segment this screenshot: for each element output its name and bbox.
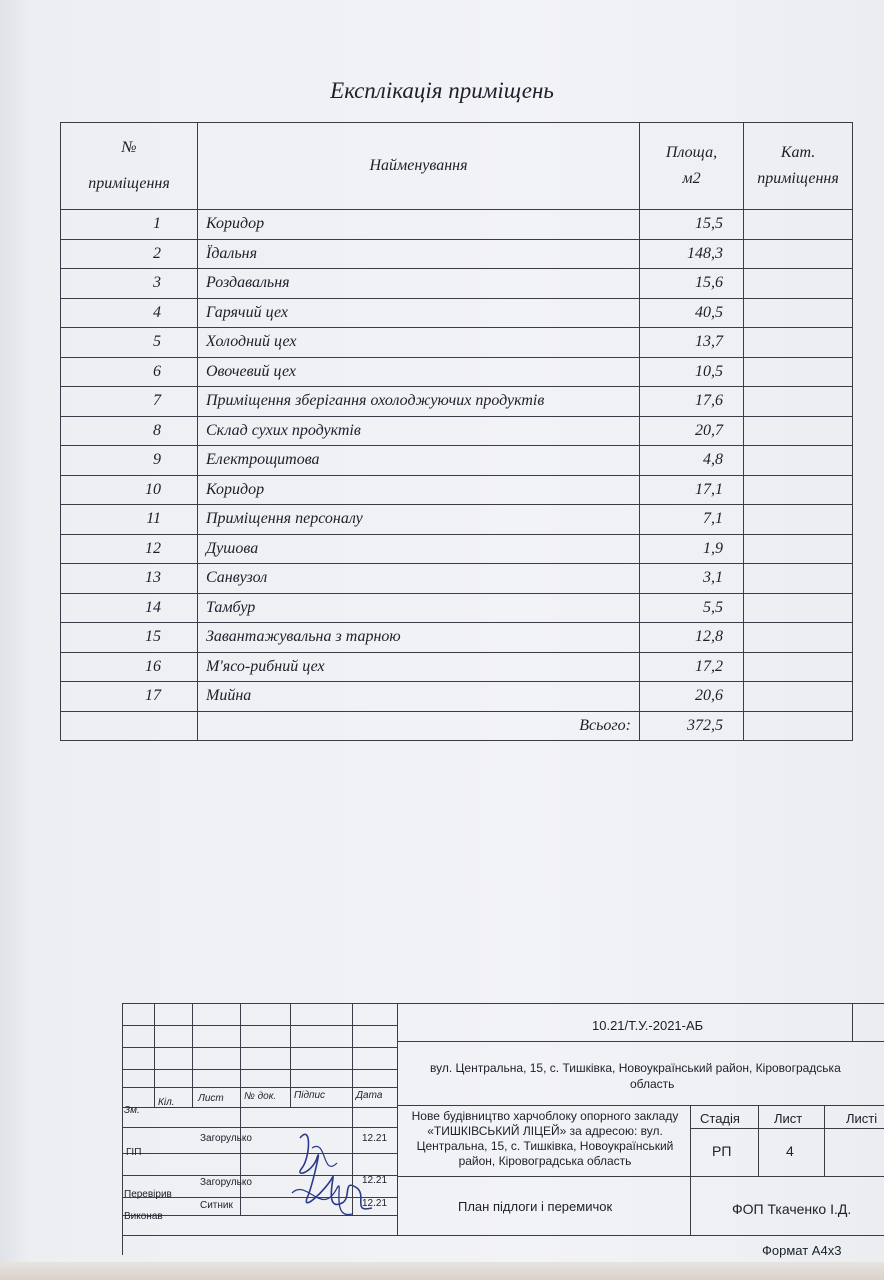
room-name-cell: Склад сухих продуктів — [198, 416, 640, 446]
room-name-cell: Роздавальня — [198, 269, 640, 299]
room-area-cell: 20,7 — [640, 416, 744, 446]
room-category-cell — [744, 357, 853, 387]
room-name-cell: Холодний цех — [198, 328, 640, 358]
room-category-cell — [744, 416, 853, 446]
room-category-cell — [744, 564, 853, 594]
room-name-cell: Їдальня — [198, 239, 640, 269]
room-name-cell: Приміщення зберігання охолоджуючих продуктів — [198, 387, 640, 417]
table-row — [61, 652, 853, 682]
room-category-cell — [744, 682, 853, 712]
header-area — [640, 123, 744, 210]
room-name-cell: Завантажувальна з тарною — [198, 623, 640, 653]
table-row — [61, 416, 853, 446]
table-row — [61, 387, 853, 417]
room-number-cell: 13 — [61, 564, 198, 594]
table-row — [61, 534, 853, 564]
room-category-cell — [744, 387, 853, 417]
room-category-cell — [744, 534, 853, 564]
role-gip: ГІП — [126, 1147, 142, 1158]
room-name-cell: Овочевий цех — [198, 357, 640, 387]
room-name-cell: Тамбур — [198, 593, 640, 623]
date-pereviryv: 12.21 — [362, 1175, 388, 1186]
header-room-number — [61, 123, 198, 210]
project-line1: Нове будівництво харчоблоку опорного закладу — [411, 1109, 679, 1123]
col-ndok: № док. — [244, 1091, 277, 1102]
room-area-cell: 148,3 — [640, 239, 744, 269]
room-number-cell: 3 — [61, 269, 198, 299]
project-line4: район, Кіровоградська область — [458, 1154, 632, 1168]
project-line3: Центральна, 15, с. Тишківка, Новоукраїнський — [416, 1139, 674, 1153]
room-category-cell — [744, 298, 853, 328]
room-area-cell: 5,5 — [640, 593, 744, 623]
header-num-label: приміщення — [88, 175, 170, 192]
room-area-cell: 1,9 — [640, 534, 744, 564]
room-category-cell — [744, 269, 853, 299]
table-row — [61, 210, 853, 240]
table-row — [61, 239, 853, 269]
header-cat-label: Кат. — [780, 144, 816, 161]
stage-label: Стадія — [700, 1111, 740, 1126]
header-category — [744, 123, 853, 210]
room-area-cell: 17,6 — [640, 387, 744, 417]
title-block — [122, 1003, 884, 1255]
col-pidpys: Підпис — [294, 1090, 326, 1101]
stage-value: РП — [712, 1143, 732, 1159]
room-name-cell: Приміщення персоналу — [198, 505, 640, 535]
room-name-cell: Коридор — [198, 475, 640, 505]
room-name-cell: Душова — [198, 534, 640, 564]
room-area-cell: 15,6 — [640, 269, 744, 299]
name-pereviryv: Загорулько — [200, 1177, 252, 1188]
col-data: Дата — [356, 1090, 383, 1101]
page-shadow — [0, 0, 30, 1280]
room-area-cell: 12,8 — [640, 623, 744, 653]
total-label: Всього: — [198, 711, 640, 741]
room-number-cell: 1 — [61, 210, 198, 240]
room-number-cell: 5 — [61, 328, 198, 358]
sheet-label: Лист — [774, 1111, 803, 1126]
room-number-cell: 14 — [61, 593, 198, 623]
table-row — [61, 682, 853, 712]
col-kil: Кіл. — [158, 1097, 175, 1108]
header-area-unit: м2 — [682, 170, 701, 187]
table-row — [61, 357, 853, 387]
header-area-label: Площа, — [665, 144, 718, 161]
room-name-cell: Коридор — [198, 210, 640, 240]
room-area-cell: 17,1 — [640, 475, 744, 505]
table-row — [61, 298, 853, 328]
document-title: Експлікація приміщень — [330, 78, 554, 103]
room-number-cell: 17 — [61, 682, 198, 712]
room-number-cell: 2 — [61, 239, 198, 269]
room-area-cell: 40,5 — [640, 298, 744, 328]
project-line2: «ТИШКІВСЬКИЙ ЛІЦЕЙ» за адресою: вул. — [427, 1124, 663, 1138]
name-vykonav: Ситник — [200, 1200, 233, 1211]
col-lyst: Лист — [198, 1093, 224, 1104]
drawing-title: План підлоги і перемичок — [458, 1199, 613, 1214]
desk-edge — [0, 1262, 884, 1280]
room-category-cell — [744, 593, 853, 623]
room-category-cell — [744, 328, 853, 358]
table-row — [61, 564, 853, 594]
room-number-cell: 6 — [61, 357, 198, 387]
room-area-cell: 17,2 — [640, 652, 744, 682]
room-category-cell — [744, 239, 853, 269]
table-row — [61, 446, 853, 476]
table-header-row — [61, 123, 853, 210]
room-area-cell: 20,6 — [640, 682, 744, 712]
table-row — [61, 505, 853, 535]
room-name-cell: М'ясо-рибний цех — [198, 652, 640, 682]
col-zm: Зм. — [124, 1105, 140, 1116]
room-category-cell — [744, 652, 853, 682]
room-name-cell: Санвузол — [198, 564, 640, 594]
room-name-cell: Мийна — [198, 682, 640, 712]
total-num-cell — [61, 711, 198, 741]
room-area-cell: 10,5 — [640, 357, 744, 387]
format-label: Формат А4х3 — [762, 1243, 842, 1258]
company-name: ФОП Ткаченко І.Д. — [732, 1201, 852, 1217]
room-category-cell — [744, 623, 853, 653]
room-category-cell — [744, 446, 853, 476]
room-number-cell: 10 — [61, 475, 198, 505]
table-row — [61, 593, 853, 623]
role-vykonav: Виконав — [124, 1211, 163, 1222]
room-area-cell: 3,1 — [640, 564, 744, 594]
room-number-cell: 7 — [61, 387, 198, 417]
table-row — [61, 269, 853, 299]
room-category-cell — [744, 505, 853, 535]
date-vykonav: 12.21 — [362, 1198, 388, 1209]
explication-table — [60, 122, 853, 741]
handwritten-signature — [282, 1118, 382, 1228]
room-number-cell: 8 — [61, 416, 198, 446]
room-category-cell — [744, 210, 853, 240]
room-name-cell: Гарячий цех — [198, 298, 640, 328]
date-gip: 12.21 — [362, 1133, 388, 1144]
header-name: Найменування — [198, 123, 640, 210]
address-line2: область — [630, 1077, 675, 1091]
drawing-code: 10.21/Т.У.-2021-АБ — [592, 1018, 704, 1033]
table-row — [61, 623, 853, 653]
room-area-cell: 15,5 — [640, 210, 744, 240]
name-gip: Загорулько — [200, 1133, 252, 1144]
header-cat-sub: приміщення — [757, 170, 839, 187]
table-row — [61, 328, 853, 358]
role-pereviryv: Перевірив — [124, 1189, 172, 1200]
room-area-cell: 4,8 — [640, 446, 744, 476]
room-number-cell: 16 — [61, 652, 198, 682]
room-number-cell: 4 — [61, 298, 198, 328]
room-area-cell: 7,1 — [640, 505, 744, 535]
total-row — [61, 711, 853, 741]
total-cat-cell — [744, 711, 853, 741]
room-area-cell: 13,7 — [640, 328, 744, 358]
table-row — [61, 475, 853, 505]
sheets-label: Листі — [846, 1111, 878, 1126]
total-value: 372,5 — [640, 711, 744, 741]
header-num-symbol: № — [121, 139, 137, 156]
address-line1: вул. Центральна, 15, с. Тишківка, Новоукраїнський район, Кіровоградська — [430, 1061, 841, 1075]
room-name-cell: Електрощитова — [198, 446, 640, 476]
room-number-cell: 15 — [61, 623, 198, 653]
room-category-cell — [744, 475, 853, 505]
sheet-value: 4 — [786, 1143, 794, 1159]
room-number-cell: 11 — [61, 505, 198, 535]
room-number-cell: 9 — [61, 446, 198, 476]
room-number-cell: 12 — [61, 534, 198, 564]
